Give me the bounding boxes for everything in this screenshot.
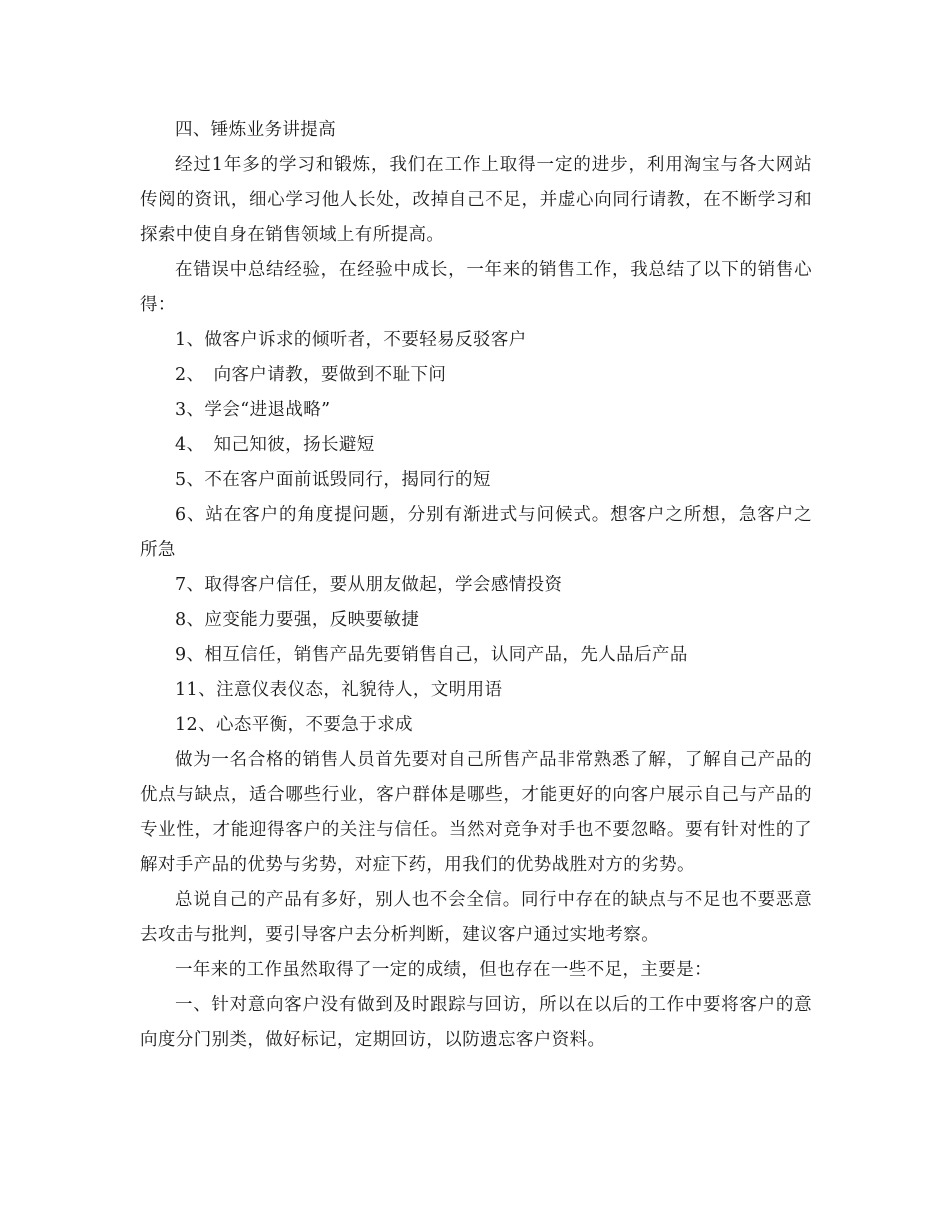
list-item: 2、 向客户请教，要做到不耻下问 bbox=[175, 365, 447, 385]
list-item: 9、相互信任，销售产品先要销售自己，认同产品，先人品后产品 bbox=[175, 645, 688, 665]
paragraph: 经过1年多的学习和锻炼，我们在工作上取得一定的进步，利用淘宝与各大网站传阅的资讯，细心学习他人长处，改掉自己不足，并虚心向同行请教，在不断学习和探索中使自身在销售领域上有所提高。 bbox=[140, 155, 812, 245]
paragraph: 一年来的工作虽然取得了一定的成绩，但也存在一些不足，主要是： bbox=[175, 960, 712, 980]
list-item: 6、站在客户的角度提问题，分别有渐进式与问候式。想客户之所想，急客户之所急 bbox=[140, 505, 812, 560]
list-item: 12、心态平衡，不要急于求成 bbox=[175, 715, 413, 735]
list-item: 1、做客户诉求的倾听者，不要轻易反驳客户 bbox=[175, 330, 527, 350]
list-item: 4、 知己知彼，扬长避短 bbox=[175, 435, 375, 455]
paragraph: 一、针对意向客户没有做到及时跟踪与回访，所以在以后的工作中要将客户的意向度分门别类，做好标记，定期回访，以防遗忘客户资料。 bbox=[140, 995, 812, 1050]
paragraph: 总说自己的产品有多好，别人也不会全信。同行中存在的缺点与不足也不要恶意去攻击与批判，要引导客户去分析判断，建议客户通过实地考察。 bbox=[140, 890, 812, 945]
list-item: 11、注意仪表仪态，礼貌待人，文明用语 bbox=[175, 680, 503, 700]
list-item: 7、取得客户信任，要从朋友做起，学会感情投资 bbox=[175, 575, 563, 595]
document-body bbox=[140, 113, 812, 1058]
list-item: 8、应变能力要强，反映要敏捷 bbox=[175, 610, 420, 630]
paragraph: 做为一名合格的销售人员首先要对自己所售产品非常熟悉了解，了解自己产品的优点与缺点，适合哪些行业，客户群体是哪些，才能更好的向客户展示自己与产品的专业性，才能迎得客户的关注与信任。当然对竞争对手也不要忽略。要有针对性的了解对手产品的优势与劣势，对症下药，用我们的优势战胜对方的劣势。 bbox=[140, 750, 812, 875]
section-heading: 四、锤炼业务讲提高 bbox=[175, 120, 337, 140]
list-item: 3、学会“进退战略” bbox=[175, 400, 331, 420]
paragraph: 在错误中总结经验，在经验中成长，一年来的销售工作，我总结了以下的销售心得： bbox=[140, 260, 812, 315]
list-item: 5、不在客户面前诋毁同行，揭同行的短 bbox=[175, 470, 491, 490]
